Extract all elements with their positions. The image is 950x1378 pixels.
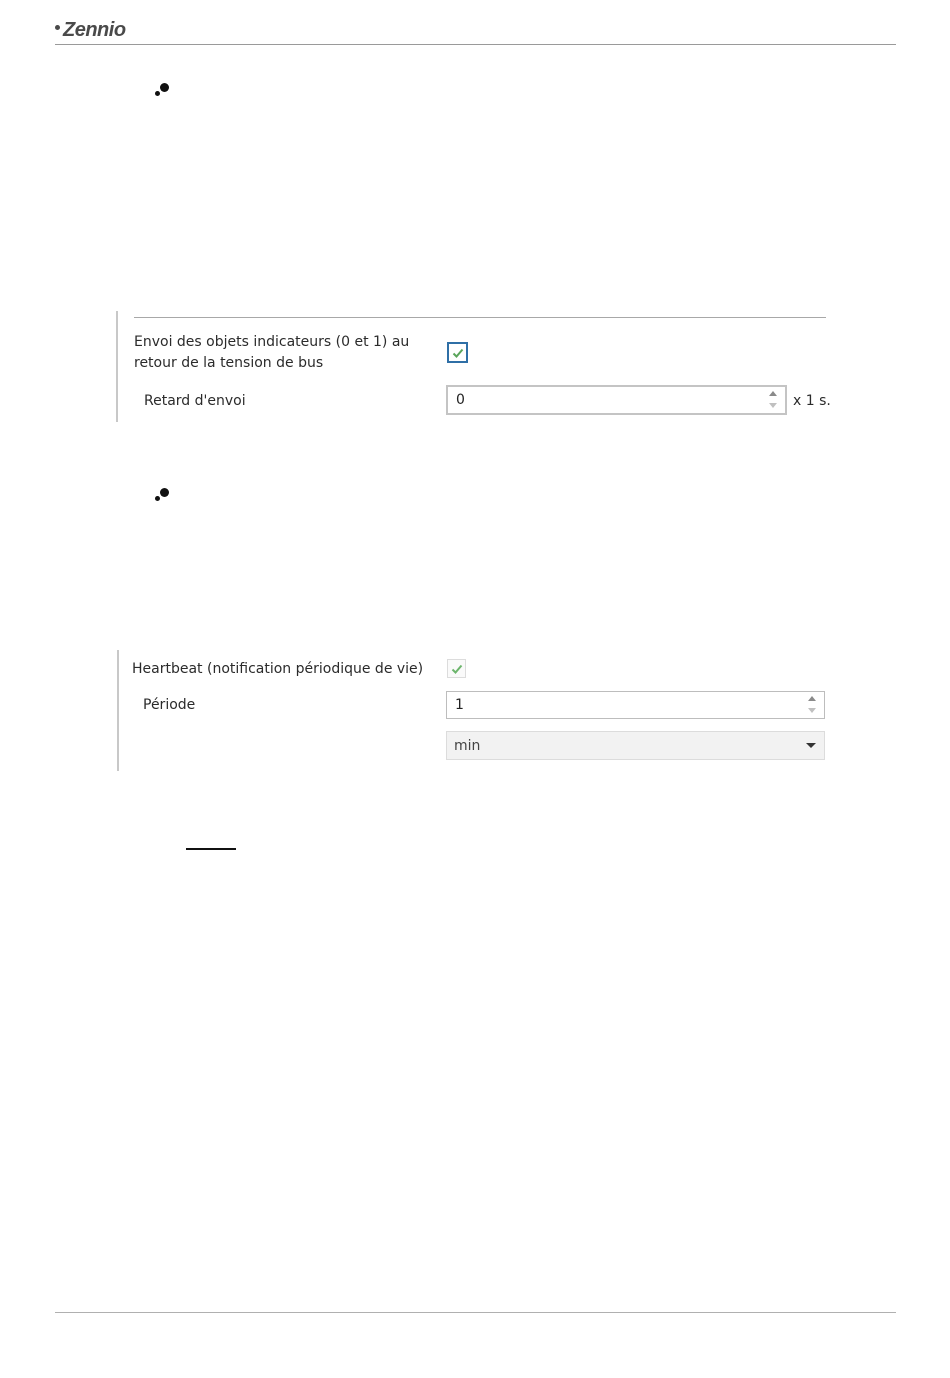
bullet-mark-icon [155,83,173,99]
delay-spinbox[interactable] [446,385,787,415]
send-objects-label-line2: retour de la tension de bus [134,355,324,371]
dropdown-caret-icon[interactable] [806,743,816,748]
panel-left-border [116,311,118,422]
logo-dot-icon [55,25,60,30]
spin-arrows[interactable] [808,695,816,715]
period-value: 1 [455,697,464,713]
period-unit-value: min [454,737,481,754]
underline-mark [186,848,236,850]
heartbeat-checkbox[interactable] [447,659,466,678]
spin-up-icon[interactable] [808,696,816,701]
period-label: Période [143,697,196,713]
checkmark-icon [452,347,464,359]
spin-arrows[interactable] [769,390,777,410]
panel-left-border [117,650,119,771]
send-objects-label [134,332,409,374]
panel-top-divider [134,317,826,318]
spin-down-icon[interactable] [769,403,777,408]
delay-label: Retard d'envoi [144,393,246,409]
spin-down-icon[interactable] [808,708,816,713]
heartbeat-label: Heartbeat (notification périodique de vie) [132,661,424,677]
checkmark-icon [451,663,463,675]
footer-divider [55,1312,896,1313]
logo-text: Zennio [63,19,126,41]
period-unit-select[interactable] [446,731,825,760]
send-objects-checkbox[interactable] [447,342,468,363]
period-spinbox[interactable] [446,691,825,719]
zennio-logo [55,19,126,42]
spin-up-icon[interactable] [769,391,777,396]
delay-unit: x 1 s. [793,393,831,409]
header-divider [55,44,896,45]
bullet-mark-icon [155,488,173,504]
delay-value: 0 [456,392,465,408]
send-objects-label-line1: Envoi des objets indicateurs (0 et 1) au [134,334,410,350]
